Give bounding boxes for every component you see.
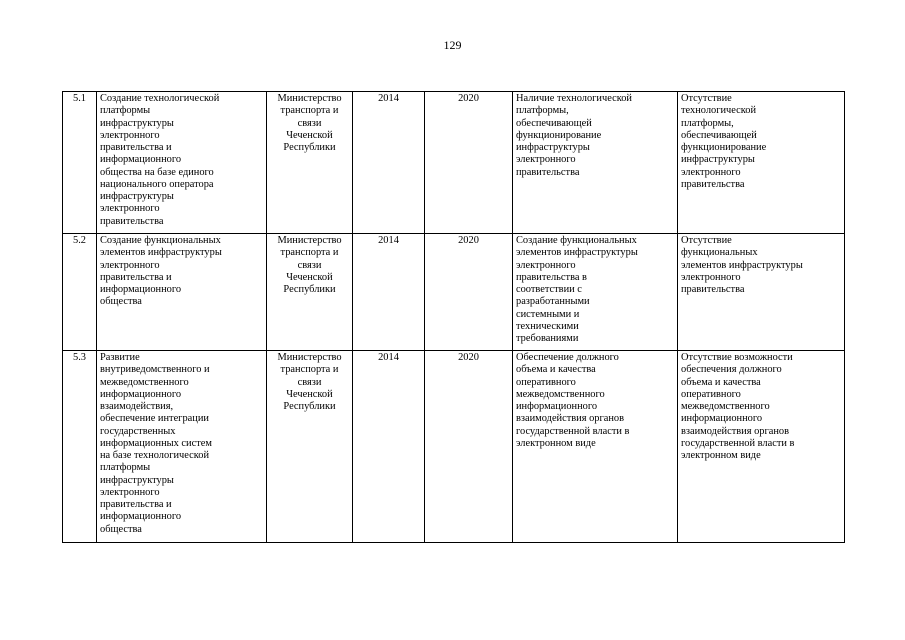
consequence-text: Отсутствие возможности обеспечения должного объема и качества оперативного межведомственного информационного взаимодействия органов государственной власти в электронном виде: [681, 352, 795, 462]
result-text: Наличие технологической платформы, обеспечивающей функционирование инфраструктуры электронного правительства: [516, 93, 632, 178]
end-year-cell: [425, 234, 513, 351]
result-text: Обеспечение должного объема и качества оперативного межведомственного информационного взаимодействия органов государственной власти в электронном виде: [516, 352, 630, 449]
start-year-cell: [353, 234, 425, 351]
consequence-text: Отсутствие функциональных элементов инфраструктуры электронного правительства: [681, 235, 803, 296]
consequence-cell: [678, 234, 845, 351]
row-number: 5.3: [73, 352, 86, 363]
row-number: 5.2: [73, 235, 86, 246]
page-number: 129: [443, 38, 462, 52]
measures-table: [62, 91, 845, 543]
start-year: 2014: [378, 93, 399, 104]
result-cell: [513, 92, 678, 234]
table-row: [63, 351, 845, 543]
start-year-cell: [353, 92, 425, 234]
executor-cell: [267, 92, 353, 234]
end-year: 2020: [458, 352, 479, 363]
executor-cell: [267, 351, 353, 543]
row-number: 5.1: [73, 93, 86, 104]
start-year: 2014: [378, 235, 399, 246]
result-cell: [513, 234, 678, 351]
executor-text: Министерство транспорта и связи Чеченской Республики: [277, 235, 342, 296]
end-year-cell: [425, 92, 513, 234]
table-row: [63, 92, 845, 234]
consequence-cell: [678, 351, 845, 543]
consequence-cell: [678, 92, 845, 234]
end-year-cell: [425, 351, 513, 543]
result-cell: [513, 351, 678, 543]
measure-cell: [97, 234, 267, 351]
end-year: 2020: [458, 235, 479, 246]
table-row: [63, 234, 845, 351]
measure-text: Создание технологической платформы инфраструктуры электронного правительства и информационного общества на базе единого национального оператора инфраструктуры электронного правительства: [100, 93, 220, 227]
executor-text: Министерство транспорта и связи Чеченской Республики: [277, 352, 342, 413]
row-number-cell: [63, 92, 97, 234]
end-year: 2020: [458, 93, 479, 104]
executor-text: Министерство транспорта и связи Чеченской Республики: [277, 93, 342, 154]
measure-text: Развитие внутриведомственного и межведомственного информационного взаимодействия, обеспечение интеграции государственных информационных систем на базе технологической платформы инфраструктуры электронного правительства и информационного общества: [100, 352, 212, 535]
consequence-text: Отсутствие технологической платформы, обеспечивающей функционирование инфраструктуры электронного правительства: [681, 93, 767, 190]
row-number-cell: [63, 234, 97, 351]
start-year-cell: [353, 351, 425, 543]
row-number-cell: [63, 351, 97, 543]
measure-cell: [97, 351, 267, 543]
executor-cell: [267, 234, 353, 351]
measure-text: Создание функциональных элементов инфраструктуры электронного правительства и информационного общества: [100, 235, 222, 308]
measure-cell: [97, 92, 267, 234]
result-text: Создание функциональных элементов инфраструктуры электронного правительства в соответствии с разработанными системными и техническими требованиями: [516, 235, 638, 345]
start-year: 2014: [378, 352, 399, 363]
